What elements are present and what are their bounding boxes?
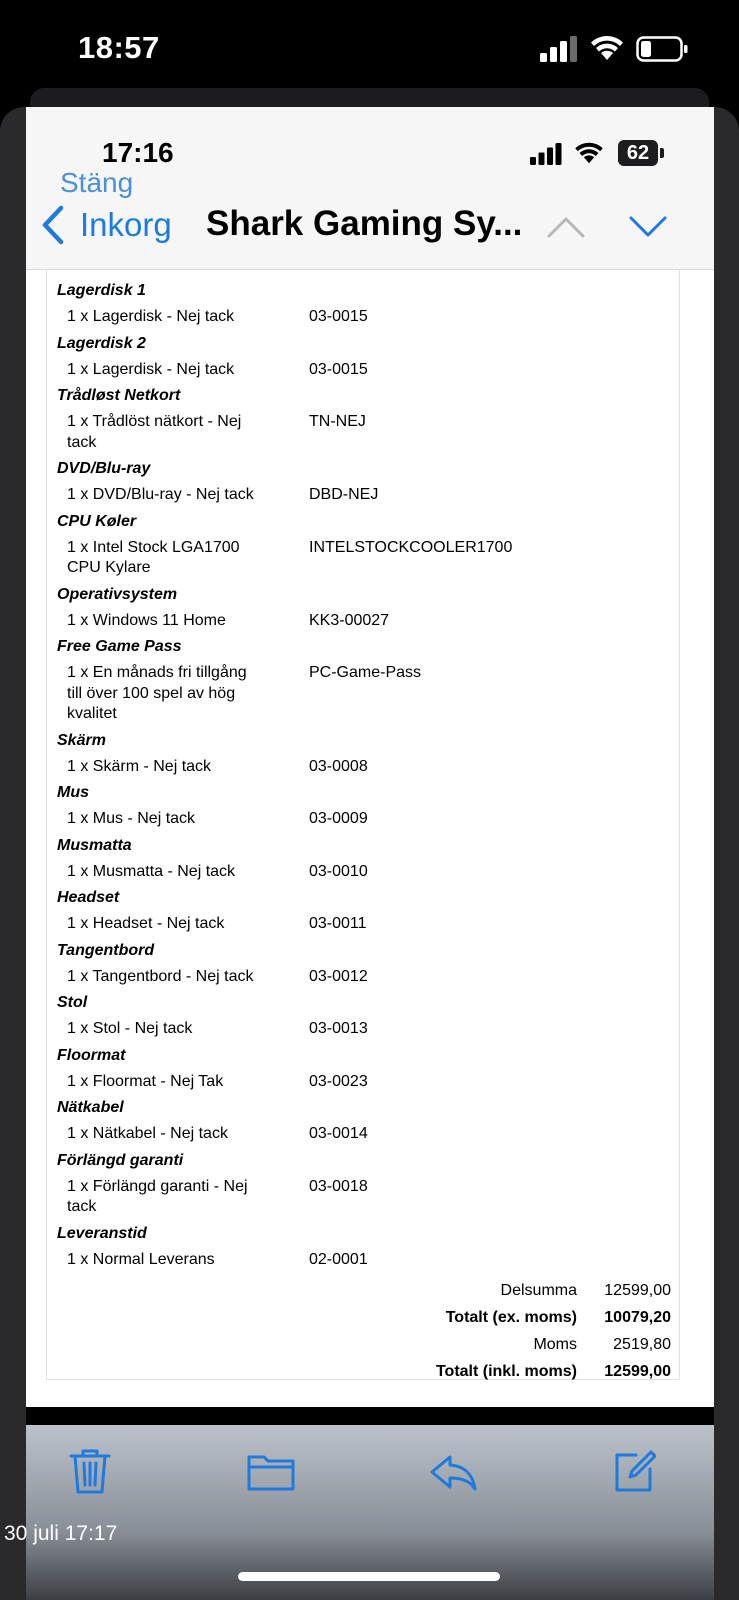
home-indicator[interactable]: [238, 1572, 500, 1581]
item-description: [57, 1250, 309, 1271]
item-description-line: 1 x Lagerdisk - Nej tack: [67, 308, 235, 325]
total-row: [47, 1331, 679, 1358]
item-code: 03-0010: [309, 862, 368, 880]
total-value: 10079,20: [604, 1309, 671, 1326]
item-code: 03-0013: [309, 1020, 368, 1037]
item-code: 03-0023: [309, 1072, 368, 1090]
item-description-line: 1 x Normal Leverans: [67, 1250, 215, 1268]
item-category: Förlängd garanti: [57, 1151, 184, 1169]
outer-status-bar: [0, 0, 739, 100]
item-description: [57, 412, 309, 453]
total-value: 12599,00: [604, 1363, 671, 1380]
table-row: [57, 1174, 677, 1221]
table-row: [57, 1016, 677, 1043]
item-description-line: 1 x Nätkabel - Nej tack: [67, 1125, 228, 1142]
item-code: DBD-NEJ: [309, 486, 379, 503]
wifi-icon: [574, 141, 604, 165]
compose-icon[interactable]: [612, 1447, 656, 1495]
total-value: 2519,80: [613, 1336, 671, 1353]
item-code: PC-Game-Pass: [309, 664, 422, 681]
chevron-up-icon[interactable]: [546, 215, 586, 239]
order-totals: [47, 1277, 679, 1385]
item-description-line: 1 x Musmatta - Nej tack: [67, 862, 236, 880]
table-row: [57, 608, 677, 635]
battery-icon: [636, 36, 688, 62]
item-description: [57, 538, 309, 579]
battery-nub: [660, 148, 664, 158]
item-category: Trådløst Netkort: [57, 387, 181, 404]
item-code: 03-0018: [309, 1177, 368, 1195]
chevron-down-icon[interactable]: [628, 215, 668, 239]
item-description: [57, 862, 309, 883]
inner-clock: 17:16: [102, 137, 174, 168]
table-row: [57, 482, 677, 509]
item-description-line: tack: [67, 433, 97, 451]
divider-band: [26, 1407, 714, 1425]
item-description-line: 1 x Stol - Nej tack: [67, 1020, 193, 1037]
item-category: Nätkabel: [57, 1099, 124, 1116]
cellular-signal-icon: [540, 36, 578, 62]
order-items: [57, 278, 677, 1273]
item-category: Floormat: [57, 1046, 126, 1064]
total-row: [47, 1304, 679, 1331]
battery-icon: [618, 140, 664, 166]
item-description: [57, 757, 309, 778]
total-row: [47, 1358, 679, 1385]
item-category: CPU Køler: [57, 512, 137, 530]
screenshot-date: 30 juli 17:17: [4, 1522, 118, 1545]
chevron-left-icon[interactable]: [40, 205, 66, 245]
item-code: 03-0015: [309, 308, 368, 325]
item-description-line: 1 x Lagerdisk - Nej tack: [67, 360, 235, 378]
item-code: 03-0012: [309, 967, 368, 985]
table-row: [57, 357, 677, 384]
table-row: [57, 409, 677, 456]
item-category: Tangentbord: [57, 941, 155, 959]
item-description: [57, 1177, 309, 1218]
item-code: 03-0015: [309, 360, 368, 378]
item-description: [57, 1072, 309, 1093]
email-body: [46, 270, 680, 1380]
item-category: DVD/Blu-ray: [57, 460, 151, 477]
item-category: Musmatta: [57, 836, 132, 854]
item-code: TN-NEJ: [309, 413, 366, 430]
item-description: [57, 611, 309, 632]
total-label: Totalt (ex. moms): [445, 1309, 577, 1326]
item-category: Headset: [57, 889, 120, 906]
item-category: Leveranstid: [57, 1224, 147, 1242]
item-description-line: till över 100 spel av hög: [67, 684, 236, 702]
table-row: [57, 535, 677, 582]
item-description-line: tack: [67, 1198, 97, 1215]
mail-screenshot: [26, 107, 714, 1600]
total-label: Totalt (inkl. moms): [435, 1363, 577, 1380]
table-row: [57, 660, 677, 728]
item-code: 03-0011: [309, 915, 367, 932]
table-row: [57, 859, 677, 886]
item-description: [57, 307, 309, 328]
item-description-line: 1 x Trådlöst nätkort - Nej: [67, 413, 242, 430]
total-label: Delsumma: [500, 1282, 577, 1299]
item-code: INTELSTOCKCOOLER1700: [309, 538, 513, 556]
item-description: [57, 1019, 309, 1040]
total-value: 12599,00: [604, 1282, 671, 1299]
table-row: [57, 911, 677, 938]
cellular-signal-icon: [530, 143, 562, 165]
item-code: 02-0001: [309, 1250, 368, 1268]
item-description-line: 1 x Skärm - Nej tack: [67, 757, 212, 775]
item-description: [57, 360, 309, 381]
item-category: Mus: [57, 784, 89, 801]
item-description-line: 1 x Headset - Nej tack: [67, 915, 225, 932]
item-category: Lagerdisk 2: [57, 334, 146, 352]
battery-percent: 62: [618, 140, 658, 166]
item-category: Lagerdisk 1: [57, 282, 146, 299]
back-to-inbox-button[interactable]: Inkorg: [80, 206, 172, 243]
reply-icon[interactable]: [428, 1447, 478, 1495]
outer-clock: 18:57: [78, 30, 160, 65]
item-description-line: CPU Kylare: [67, 559, 151, 576]
item-description-line: 1 x Windows 11 Home: [67, 611, 226, 629]
item-description: [57, 967, 309, 988]
trash-icon[interactable]: [68, 1447, 112, 1495]
table-row: [57, 806, 677, 833]
item-description: [57, 663, 309, 725]
total-label: Moms: [533, 1336, 577, 1353]
total-row: [47, 1277, 679, 1304]
close-button[interactable]: Stäng: [60, 167, 134, 198]
table-row: [57, 1247, 677, 1274]
item-description-line: 1 x Förlängd garanti - Nej: [67, 1177, 248, 1195]
item-description: [57, 914, 309, 935]
item-category: Operativsystem: [57, 585, 178, 603]
item-code: KK3-00027: [309, 611, 390, 629]
table-row: [57, 754, 677, 781]
item-code: 03-0014: [309, 1125, 368, 1142]
item-description-line: 1 x Floormat - Nej Tak: [67, 1072, 224, 1090]
item-description-line: 1 x Intel Stock LGA1700: [67, 538, 240, 556]
item-category: Skärm: [57, 731, 106, 749]
item-description-line: kvalitet: [67, 705, 117, 722]
item-description: [57, 809, 309, 830]
item-description-line: 1 x Mus - Nej tack: [67, 810, 196, 827]
item-description: [57, 485, 309, 506]
table-row: [57, 964, 677, 991]
mail-header: [26, 107, 714, 270]
item-description: [57, 1124, 309, 1145]
item-description-line: 1 x DVD/Blu-ray - Nej tack: [67, 486, 254, 503]
item-code: 03-0008: [309, 757, 368, 775]
table-row: [57, 304, 677, 331]
folder-icon[interactable]: [246, 1447, 296, 1495]
table-row: [57, 1069, 677, 1096]
item-code: 03-0009: [309, 810, 368, 827]
item-category: Free Game Pass: [57, 638, 182, 655]
table-row: [57, 1121, 677, 1148]
page-title: Shark Gaming Sy...: [206, 204, 523, 243]
wifi-icon: [590, 34, 624, 62]
item-category: Stol: [57, 994, 88, 1011]
item-description-line: 1 x Tangentbord - Nej tack: [67, 967, 254, 985]
item-description-line: 1 x En månads fri tillgång: [67, 664, 247, 681]
